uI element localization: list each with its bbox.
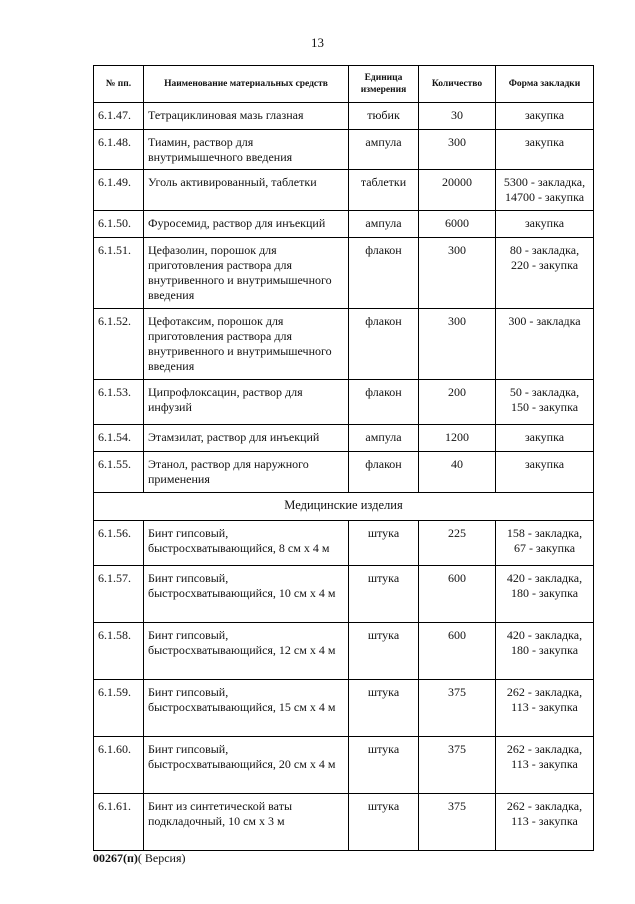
cell-name: Бинт гипсовый, быстросхватывающийся, 12 см х 4 м: [144, 623, 349, 680]
cell-num: 6.1.59.: [94, 680, 144, 737]
section-row-group: [94, 493, 594, 521]
cell-name: Цефазолин, порошок для приготовления раствора для внутривенного и внутримышечного введения: [144, 238, 349, 309]
cell-unit: тюбик: [349, 103, 419, 130]
header-form: Форма закладки: [496, 66, 594, 103]
cell-form: 300 - закладка: [496, 309, 594, 380]
header-name: Наименование материальных средств: [144, 66, 349, 103]
cell-num: 6.1.47.: [94, 103, 144, 130]
cell-qty: 375: [419, 737, 496, 794]
table-row: [94, 130, 594, 170]
materials-table: [93, 65, 594, 851]
cell-unit: флакон: [349, 380, 419, 425]
cell-qty: 600: [419, 623, 496, 680]
cell-qty: 20000: [419, 170, 496, 211]
cell-qty: 300: [419, 309, 496, 380]
cell-unit: штука: [349, 680, 419, 737]
cell-unit: флакон: [349, 238, 419, 309]
table-row: [94, 425, 594, 452]
cell-form: 420 - закладка, 180 - закупка: [496, 623, 594, 680]
cell-num: 6.1.49.: [94, 170, 144, 211]
cell-name: Бинт гипсовый, быстросхватывающийся, 15 см х 4 м: [144, 680, 349, 737]
cell-num: 6.1.54.: [94, 425, 144, 452]
cell-form: 262 - закладка, 113 - закупка: [496, 737, 594, 794]
header-unit: Единица измерения: [349, 66, 419, 103]
medical-devices-rows: [94, 521, 594, 851]
cell-qty: 6000: [419, 211, 496, 238]
cell-qty: 300: [419, 130, 496, 170]
cell-qty: 225: [419, 521, 496, 566]
cell-qty: 375: [419, 794, 496, 851]
table-row: [94, 623, 594, 680]
page-number: 13: [311, 35, 324, 50]
section-row: [94, 493, 594, 521]
cell-qty: 1200: [419, 425, 496, 452]
cell-name: Ципрофлоксацин, раствор для инфузий: [144, 380, 349, 425]
cell-num: 6.1.53.: [94, 380, 144, 425]
header-qty: Количество: [419, 66, 496, 103]
cell-unit: штука: [349, 737, 419, 794]
table-row: [94, 170, 594, 211]
cell-qty: 30: [419, 103, 496, 130]
cell-name: Этанол, раствор для наружного применения: [144, 452, 349, 493]
cell-unit: ампула: [349, 211, 419, 238]
cell-name: Цефотаксим, порошок для приготовления раствора для внутривенного и внутримышечного введения: [144, 309, 349, 380]
cell-unit: ампула: [349, 130, 419, 170]
cell-form: 262 - закладка, 113 - закупка: [496, 680, 594, 737]
cell-name: Бинт гипсовый, быстросхватывающийся, 8 см х 4 м: [144, 521, 349, 566]
cell-qty: 300: [419, 238, 496, 309]
cell-form: закупка: [496, 425, 594, 452]
cell-num: 6.1.55.: [94, 452, 144, 493]
document-code: 00267(п): [93, 851, 138, 865]
cell-form: 50 - закладка, 150 - закупка: [496, 380, 594, 425]
table-row: [94, 680, 594, 737]
cell-name: Бинт гипсовый, быстросхватывающийся, 10 см х 4 м: [144, 566, 349, 623]
cell-num: 6.1.56.: [94, 521, 144, 566]
table-header-row: [94, 66, 594, 103]
cell-unit: штука: [349, 566, 419, 623]
table-row: [94, 794, 594, 851]
cell-num: 6.1.51.: [94, 238, 144, 309]
section-title: Медицинские изделия: [94, 493, 594, 521]
cell-unit: штука: [349, 794, 419, 851]
table-row: [94, 103, 594, 130]
cell-name: Бинт гипсовый, быстросхватывающийся, 20 см х 4 м: [144, 737, 349, 794]
cell-qty: 375: [419, 680, 496, 737]
cell-form: 262 - закладка, 113 - закупка: [496, 794, 594, 851]
table-row: [94, 566, 594, 623]
cell-form: 420 - закладка, 180 - закупка: [496, 566, 594, 623]
cell-form: 5300 - закладка, 14700 - закупка: [496, 170, 594, 211]
footer: [93, 851, 186, 866]
table-row: [94, 309, 594, 380]
cell-form: 80 - закладка, 220 - закупка: [496, 238, 594, 309]
cell-num: 6.1.57.: [94, 566, 144, 623]
cell-name: Тетрациклиновая мазь глазная: [144, 103, 349, 130]
table-row: [94, 521, 594, 566]
cell-unit: флакон: [349, 452, 419, 493]
cell-num: 6.1.48.: [94, 130, 144, 170]
table-row: [94, 452, 594, 493]
cell-form: закупка: [496, 452, 594, 493]
table-row: [94, 737, 594, 794]
cell-form: закупка: [496, 103, 594, 130]
header-num: № пп.: [94, 66, 144, 103]
cell-form: 158 - закладка, 67 - закупка: [496, 521, 594, 566]
cell-name: Фуросемид, раствор для инъекций: [144, 211, 349, 238]
cell-qty: 600: [419, 566, 496, 623]
cell-form: закупка: [496, 211, 594, 238]
cell-form: закупка: [496, 130, 594, 170]
cell-name: Тиамин, раствор для внутримышечного введения: [144, 130, 349, 170]
cell-num: 6.1.61.: [94, 794, 144, 851]
cell-unit: штука: [349, 623, 419, 680]
cell-num: 6.1.50.: [94, 211, 144, 238]
table-row: [94, 211, 594, 238]
cell-unit: штука: [349, 521, 419, 566]
cell-qty: 200: [419, 380, 496, 425]
cell-num: 6.1.58.: [94, 623, 144, 680]
cell-name: Уголь активированный, таблетки: [144, 170, 349, 211]
cell-unit: ампула: [349, 425, 419, 452]
cell-unit: таблетки: [349, 170, 419, 211]
medicines-rows: [94, 103, 594, 493]
cell-name: Бинт из синтетической ваты подкладочный, 10 см х 3 м: [144, 794, 349, 851]
cell-num: 6.1.60.: [94, 737, 144, 794]
document-version: ( Версия): [137, 851, 186, 865]
table-row: [94, 380, 594, 425]
table-row: [94, 238, 594, 309]
cell-num: 6.1.52.: [94, 309, 144, 380]
cell-name: Этамзилат, раствор для инъекций: [144, 425, 349, 452]
cell-unit: флакон: [349, 309, 419, 380]
cell-qty: 40: [419, 452, 496, 493]
